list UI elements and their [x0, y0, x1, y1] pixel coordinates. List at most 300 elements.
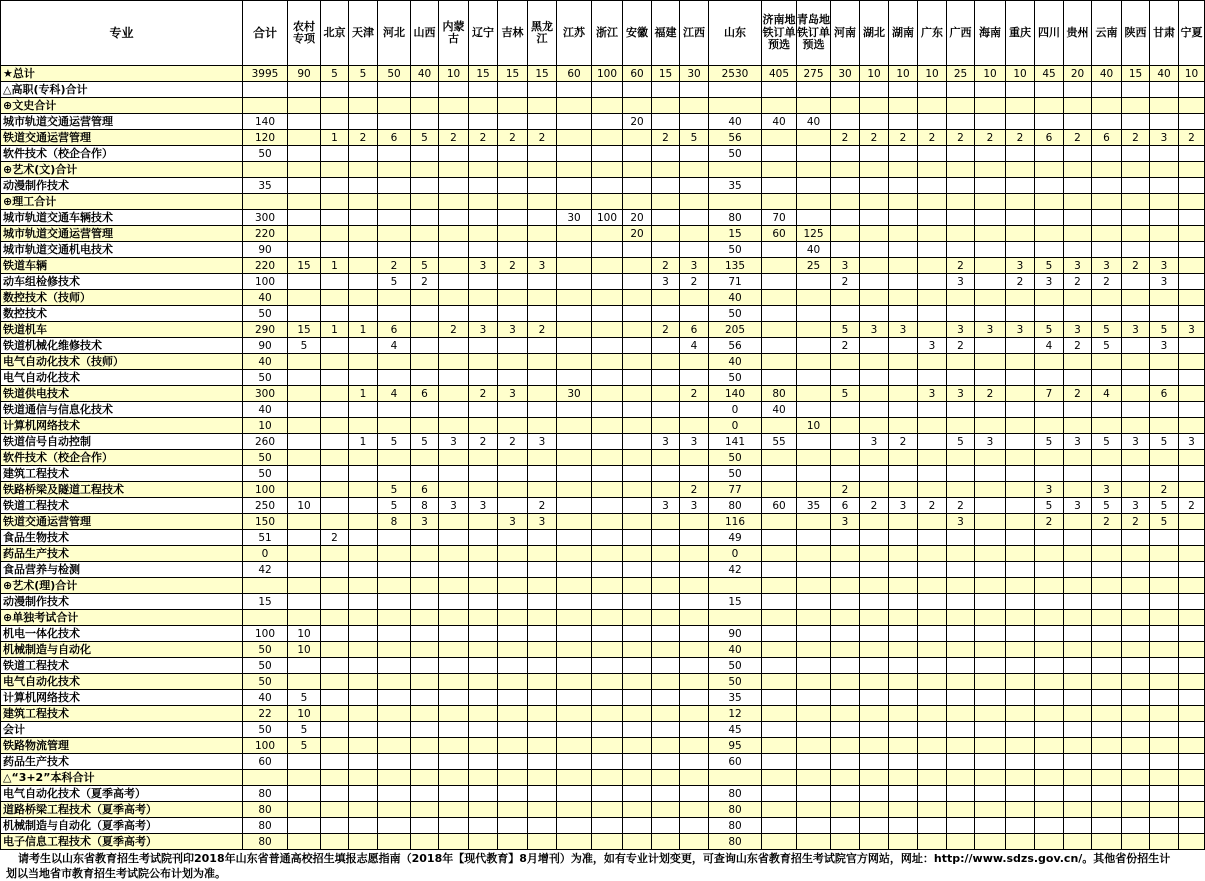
table-cell — [860, 578, 889, 594]
table-cell — [321, 178, 349, 194]
row-major-name: 会计 — [1, 722, 243, 738]
table-cell — [1150, 178, 1179, 194]
table-cell — [709, 610, 762, 626]
table-cell — [623, 434, 652, 450]
table-cell — [947, 818, 975, 834]
table-cell — [762, 514, 797, 530]
table-cell — [498, 194, 528, 210]
table-cell — [349, 690, 378, 706]
table-cell: 40 — [709, 354, 762, 370]
table-cell — [1092, 818, 1122, 834]
table-cell — [1150, 226, 1179, 242]
table-cell: 3 — [411, 514, 439, 530]
table-cell — [411, 162, 439, 178]
table-cell — [831, 610, 860, 626]
table-cell: 2 — [947, 338, 975, 354]
row-total: 50 — [243, 658, 288, 674]
table-row — [1, 594, 1205, 610]
table-cell — [321, 802, 349, 818]
table-cell — [975, 482, 1006, 498]
table-cell — [498, 562, 528, 578]
table-cell — [889, 514, 918, 530]
table-cell — [349, 738, 378, 754]
table-cell — [592, 418, 623, 434]
row-total: 80 — [243, 802, 288, 818]
table-cell — [321, 98, 349, 114]
table-cell — [1006, 770, 1035, 786]
table-cell — [623, 338, 652, 354]
table-cell — [1150, 722, 1179, 738]
table-cell — [831, 546, 860, 562]
table-cell — [1006, 162, 1035, 178]
table-cell — [652, 674, 680, 690]
table-cell — [623, 578, 652, 594]
table-cell — [1150, 770, 1179, 786]
table-cell — [1092, 786, 1122, 802]
table-cell — [918, 418, 947, 434]
table-cell — [1092, 674, 1122, 690]
table-cell — [1035, 146, 1064, 162]
table-cell: 5 — [680, 130, 709, 146]
table-row — [1, 434, 1205, 450]
table-cell — [1064, 178, 1092, 194]
table-cell — [528, 834, 557, 850]
table-cell — [469, 658, 498, 674]
table-cell — [498, 642, 528, 658]
table-cell — [860, 194, 889, 210]
table-cell — [411, 706, 439, 722]
table-cell — [439, 818, 469, 834]
table-cell — [652, 146, 680, 162]
header-col: 浙江 — [592, 1, 623, 66]
table-cell: 2 — [439, 322, 469, 338]
table-cell — [1122, 370, 1150, 386]
row-major-name: 铁道交通运营管理 — [1, 514, 243, 530]
table-cell: 80 — [709, 786, 762, 802]
table-cell — [439, 386, 469, 402]
table-cell: 2 — [1122, 514, 1150, 530]
table-cell: 3 — [947, 274, 975, 290]
table-cell — [652, 290, 680, 306]
table-cell — [528, 82, 557, 98]
table-cell — [528, 338, 557, 354]
table-cell — [1035, 578, 1064, 594]
table-cell — [592, 514, 623, 530]
table-cell — [762, 738, 797, 754]
table-cell — [498, 242, 528, 258]
table-cell — [918, 322, 947, 338]
table-cell — [1179, 274, 1205, 290]
header-col: 河北 — [378, 1, 411, 66]
table-cell — [1006, 402, 1035, 418]
table-cell — [349, 338, 378, 354]
table-cell — [1035, 834, 1064, 850]
table-cell — [469, 162, 498, 178]
table-cell: 55 — [762, 434, 797, 450]
table-cell — [321, 786, 349, 802]
table-cell: 60 — [623, 66, 652, 82]
table-cell: 100 — [592, 66, 623, 82]
table-cell — [1006, 674, 1035, 690]
table-cell — [411, 546, 439, 562]
table-cell: 20 — [623, 114, 652, 130]
header-col: 吉林 — [498, 1, 528, 66]
table-cell — [797, 434, 831, 450]
table-cell — [592, 306, 623, 322]
table-cell — [439, 658, 469, 674]
table-cell — [889, 258, 918, 274]
table-cell — [762, 578, 797, 594]
table-cell — [762, 450, 797, 466]
table-cell — [1092, 450, 1122, 466]
table-cell — [680, 754, 709, 770]
table-cell — [592, 626, 623, 642]
table-cell: 2 — [528, 130, 557, 146]
table-cell — [1006, 306, 1035, 322]
table-cell — [1150, 194, 1179, 210]
table-cell: 6 — [1035, 130, 1064, 146]
table-cell — [797, 690, 831, 706]
table-cell — [1122, 210, 1150, 226]
row-major-name: 铁道供电技术 — [1, 386, 243, 402]
table-cell: 3 — [1150, 274, 1179, 290]
table-cell — [349, 114, 378, 130]
row-major-name: 铁道通信与信息化技术 — [1, 402, 243, 418]
table-cell — [592, 530, 623, 546]
table-cell: 1 — [349, 386, 378, 402]
table-cell — [378, 82, 411, 98]
table-cell — [889, 466, 918, 482]
table-cell: 2 — [831, 338, 860, 354]
table-cell: 2 — [528, 322, 557, 338]
table-cell — [947, 370, 975, 386]
header-col: 江苏 — [557, 1, 592, 66]
row-total: 120 — [243, 130, 288, 146]
table-cell — [528, 690, 557, 706]
table-cell — [797, 594, 831, 610]
table-cell — [860, 306, 889, 322]
table-cell — [557, 786, 592, 802]
table-cell: 3 — [498, 386, 528, 402]
table-cell — [321, 418, 349, 434]
table-cell: 5 — [349, 66, 378, 82]
table-cell — [557, 738, 592, 754]
table-cell — [528, 290, 557, 306]
table-cell — [831, 690, 860, 706]
table-cell — [469, 146, 498, 162]
table-cell: 2 — [860, 498, 889, 514]
table-cell — [469, 674, 498, 690]
table-cell: 3 — [469, 322, 498, 338]
table-cell — [411, 466, 439, 482]
table-cell: 7 — [1035, 386, 1064, 402]
table-cell — [762, 322, 797, 338]
header-total: 合计 — [243, 1, 288, 66]
table-cell — [860, 418, 889, 434]
row-total: 40 — [243, 690, 288, 706]
table-cell — [889, 290, 918, 306]
table-cell — [498, 370, 528, 386]
table-cell — [411, 290, 439, 306]
header-col: 贵州 — [1064, 1, 1092, 66]
table-cell — [498, 418, 528, 434]
table-cell — [592, 402, 623, 418]
table-cell — [349, 498, 378, 514]
table-cell — [1064, 578, 1092, 594]
table-cell — [1035, 642, 1064, 658]
table-cell — [528, 610, 557, 626]
row-total: 290 — [243, 322, 288, 338]
table-cell — [439, 306, 469, 322]
table-cell — [1179, 834, 1205, 850]
table-cell — [498, 674, 528, 690]
table-cell — [975, 546, 1006, 562]
table-cell — [321, 434, 349, 450]
table-row — [1, 242, 1205, 258]
table-cell — [469, 514, 498, 530]
table-cell — [1064, 562, 1092, 578]
table-cell — [1179, 674, 1205, 690]
table-cell — [439, 802, 469, 818]
table-cell — [1035, 162, 1064, 178]
table-cell: 2 — [349, 130, 378, 146]
table-cell: 2 — [469, 434, 498, 450]
table-cell — [680, 642, 709, 658]
table-cell — [1006, 802, 1035, 818]
table-cell — [1179, 178, 1205, 194]
table-cell: 3 — [652, 274, 680, 290]
table-row — [1, 610, 1205, 626]
table-cell — [860, 802, 889, 818]
table-cell — [469, 802, 498, 818]
row-major-name: 食品生物技术 — [1, 530, 243, 546]
table-cell — [411, 594, 439, 610]
table-cell — [1064, 674, 1092, 690]
table-cell: 90 — [709, 626, 762, 642]
table-cell — [498, 690, 528, 706]
table-cell — [378, 834, 411, 850]
table-cell: 8 — [378, 514, 411, 530]
table-cell — [797, 98, 831, 114]
table-cell — [557, 610, 592, 626]
table-cell — [528, 402, 557, 418]
table-cell — [592, 834, 623, 850]
row-total — [243, 82, 288, 98]
table-cell: 2 — [1064, 338, 1092, 354]
table-cell — [498, 786, 528, 802]
table-cell — [528, 162, 557, 178]
table-cell — [1064, 642, 1092, 658]
table-cell — [623, 610, 652, 626]
table-cell — [652, 402, 680, 418]
table-cell — [469, 242, 498, 258]
table-cell — [288, 146, 321, 162]
table-cell — [680, 354, 709, 370]
table-cell: 3 — [680, 258, 709, 274]
table-row — [1, 418, 1205, 434]
table-cell — [975, 674, 1006, 690]
table-cell — [378, 690, 411, 706]
table-cell — [411, 114, 439, 130]
table-cell — [528, 386, 557, 402]
table-cell: 140 — [709, 386, 762, 402]
table-cell — [498, 354, 528, 370]
table-cell — [947, 418, 975, 434]
table-cell — [349, 82, 378, 98]
table-cell — [1064, 834, 1092, 850]
table-cell — [889, 674, 918, 690]
table-cell — [469, 370, 498, 386]
table-cell — [1122, 754, 1150, 770]
table-cell — [1006, 386, 1035, 402]
table-cell — [918, 466, 947, 482]
table-cell — [528, 274, 557, 290]
table-cell — [860, 386, 889, 402]
table-cell — [469, 194, 498, 210]
table-cell — [1035, 226, 1064, 242]
table-cell: 20 — [623, 210, 652, 226]
table-cell — [411, 194, 439, 210]
row-major-name: 电气自动化技术（夏季高考） — [1, 786, 243, 802]
table-cell — [918, 786, 947, 802]
table-cell: 50 — [709, 466, 762, 482]
table-cell — [1035, 466, 1064, 482]
table-cell — [831, 530, 860, 546]
table-cell — [831, 626, 860, 642]
table-cell — [623, 834, 652, 850]
table-cell — [680, 418, 709, 434]
table-cell — [378, 242, 411, 258]
table-row — [1, 82, 1205, 98]
table-cell: 45 — [709, 722, 762, 738]
table-cell — [947, 674, 975, 690]
table-cell — [439, 290, 469, 306]
table-cell — [947, 450, 975, 466]
table-cell: 2 — [1179, 130, 1205, 146]
table-cell — [1064, 114, 1092, 130]
table-row — [1, 546, 1205, 562]
table-cell — [321, 242, 349, 258]
table-row — [1, 450, 1205, 466]
table-cell — [378, 786, 411, 802]
table-cell — [918, 514, 947, 530]
table-cell — [439, 594, 469, 610]
table-cell — [321, 706, 349, 722]
table-cell — [321, 562, 349, 578]
table-cell — [592, 114, 623, 130]
table-cell: 2 — [498, 434, 528, 450]
table-cell — [762, 674, 797, 690]
table-cell: 6 — [411, 482, 439, 498]
table-cell — [709, 98, 762, 114]
table-cell — [1064, 242, 1092, 258]
table-cell: 2 — [947, 498, 975, 514]
table-cell — [1006, 146, 1035, 162]
table-cell — [947, 642, 975, 658]
table-cell — [1150, 578, 1179, 594]
table-cell — [680, 82, 709, 98]
table-cell — [321, 818, 349, 834]
table-cell — [498, 530, 528, 546]
table-cell: 3 — [528, 258, 557, 274]
row-major-name: 铁道机械化维修技术 — [1, 338, 243, 354]
table-cell — [557, 98, 592, 114]
table-cell — [1122, 706, 1150, 722]
table-cell — [439, 194, 469, 210]
table-cell — [1006, 226, 1035, 242]
table-cell — [762, 146, 797, 162]
table-cell — [1179, 338, 1205, 354]
table-cell — [831, 178, 860, 194]
table-cell: 3 — [1035, 482, 1064, 498]
table-cell — [797, 290, 831, 306]
table-cell — [797, 514, 831, 530]
table-cell — [889, 722, 918, 738]
table-cell — [831, 786, 860, 802]
table-cell — [918, 226, 947, 242]
table-cell: 5 — [378, 274, 411, 290]
table-cell: 50 — [378, 66, 411, 82]
table-cell — [975, 834, 1006, 850]
table-cell — [557, 626, 592, 642]
table-cell — [349, 674, 378, 690]
table-cell — [439, 530, 469, 546]
table-cell — [797, 818, 831, 834]
row-major-name: 食品营养与检测 — [1, 562, 243, 578]
table-cell — [889, 306, 918, 322]
table-cell: 40 — [1150, 66, 1179, 82]
table-cell — [1092, 578, 1122, 594]
table-cell — [1006, 626, 1035, 642]
table-cell — [797, 386, 831, 402]
table-cell — [1179, 546, 1205, 562]
table-cell — [797, 338, 831, 354]
table-cell — [831, 594, 860, 610]
table-cell — [918, 642, 947, 658]
table-cell — [439, 82, 469, 98]
table-cell — [1092, 530, 1122, 546]
table-cell — [975, 706, 1006, 722]
table-row — [1, 322, 1205, 338]
table-cell — [762, 786, 797, 802]
table-cell — [947, 146, 975, 162]
row-major-name: 建筑工程技术 — [1, 466, 243, 482]
table-cell — [680, 786, 709, 802]
table-cell: 3 — [1179, 434, 1205, 450]
table-cell — [1064, 370, 1092, 386]
table-row — [1, 402, 1205, 418]
table-cell — [557, 418, 592, 434]
table-cell — [947, 178, 975, 194]
table-cell: 2 — [498, 130, 528, 146]
row-major-name: 电气自动化技术 — [1, 674, 243, 690]
table-cell — [349, 274, 378, 290]
table-cell — [652, 354, 680, 370]
table-cell — [975, 690, 1006, 706]
table-cell — [831, 98, 860, 114]
table-cell — [860, 290, 889, 306]
table-cell — [592, 338, 623, 354]
table-cell — [975, 338, 1006, 354]
table-cell — [797, 578, 831, 594]
table-cell — [623, 402, 652, 418]
table-cell — [680, 578, 709, 594]
table-cell — [918, 658, 947, 674]
table-cell — [592, 802, 623, 818]
table-cell — [947, 546, 975, 562]
table-cell — [1122, 722, 1150, 738]
table-cell — [349, 290, 378, 306]
